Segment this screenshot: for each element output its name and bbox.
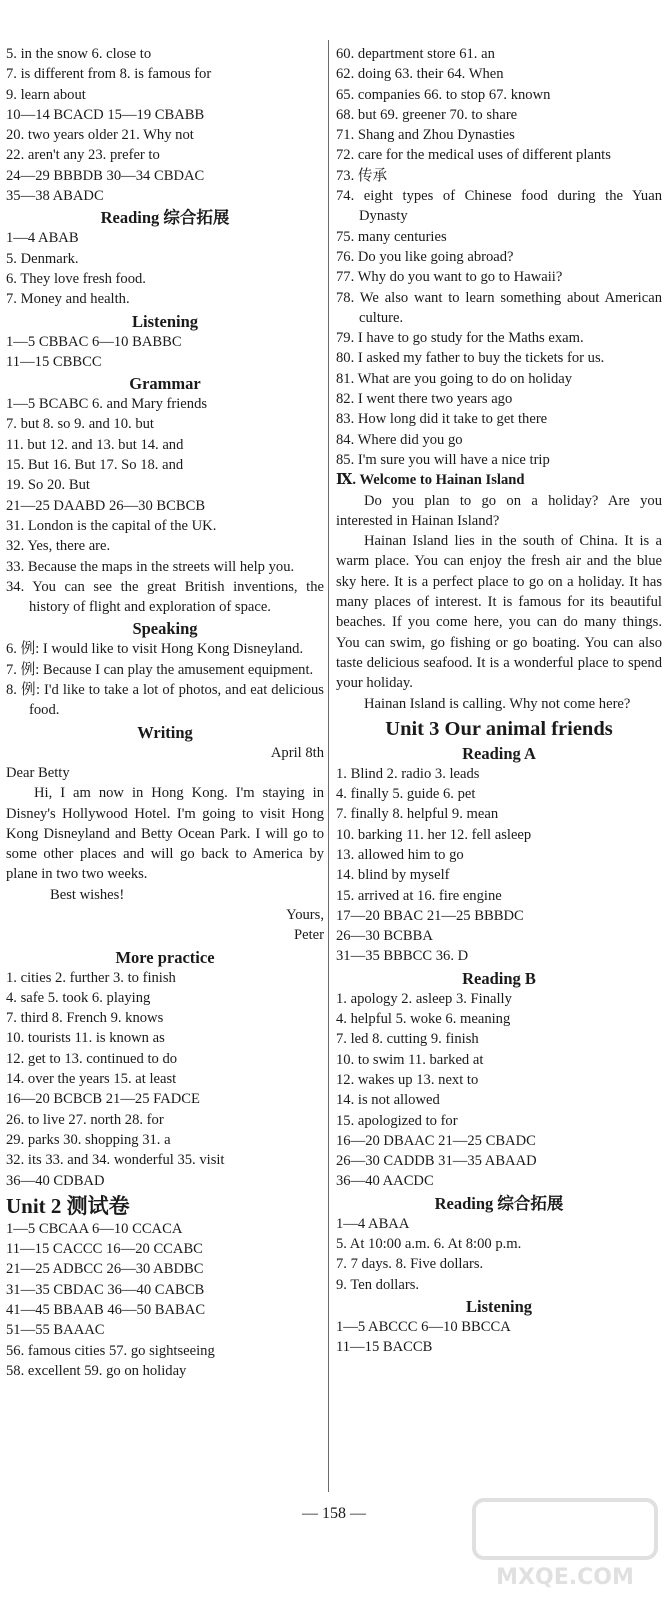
- answer-line: 13. allowed him to go: [336, 846, 464, 863]
- section-heading: Reading B: [462, 968, 536, 988]
- answer-line: 15. apologized to for: [336, 1112, 458, 1129]
- unit-title: Unit 3 Our animal friends: [385, 717, 613, 740]
- answer-line: 35—38 ABADC: [6, 188, 104, 205]
- watermark-text: MXQE.COM: [496, 1565, 634, 1590]
- answer-line: 1—4 ABAA: [336, 1215, 410, 1232]
- answer-line: 7. Money and health.: [6, 291, 130, 308]
- answer-line: 51—55 BAAAC: [6, 1322, 105, 1339]
- page-number: — 158 —: [302, 1505, 366, 1522]
- answer-line: 33. Because the maps in the streets will help you.: [6, 558, 295, 575]
- answer-line: 11. but 12. and 13. but 14. and: [6, 436, 184, 453]
- section-heading: Listening: [131, 311, 199, 331]
- answer-line: Hi, I am now in Hong Kong. I'm staying in Disney's Hollywood Hotel. I'm going to visit Hong Kong Disneyland and Betty Ocean Park. I will go to some other places and will go back to America by plane in two two weeks.: [6, 785, 324, 883]
- answer-line: 4. helpful 5. woke 6. meaning: [336, 1011, 511, 1028]
- answer-line: 26—30 BCBBA: [336, 928, 433, 945]
- answer-line: 31—35 BBBCC 36. D: [336, 948, 469, 965]
- answer-line: 26—30 CADDB 31—35 ABAAD: [336, 1153, 537, 1170]
- section-heading: Reading 综合拓展: [100, 208, 230, 228]
- answer-line: 10. barking 11. her 12. fell asleep: [336, 826, 532, 843]
- answer-line: 12. get to 13. continued to do: [6, 1050, 178, 1067]
- right-column: [336, 44, 662, 1358]
- answer-line: 80. I asked my father to buy the tickets for us.: [336, 350, 605, 367]
- answer-line: 31—35 CBDAC 36—40 CABCB: [6, 1281, 205, 1298]
- answer-line: Best wishes!: [50, 886, 125, 903]
- answer-line: 68. but 69. greener 70. to share: [336, 106, 518, 123]
- answer-line: 1. cities 2. further 3. to finish: [6, 969, 176, 986]
- section-heading: Writing: [137, 722, 193, 742]
- answer-line: 26. to live 27. north 28. for: [6, 1111, 164, 1128]
- answer-line: 24—29 BBBDB 30—34 CBDAC: [6, 167, 205, 184]
- answer-line: 5. Denmark.: [6, 250, 79, 267]
- answer-line: 1—5 ABCCC 6—10 BBCCA: [336, 1318, 511, 1335]
- answer-line: 36—40 AACDC: [336, 1173, 434, 1190]
- answer-line: 1—5 CBBAC 6—10 BABBC: [6, 333, 182, 350]
- answer-line: 31. London is the capital of the UK.: [6, 517, 217, 534]
- answer-line: 14. is not allowed: [336, 1092, 440, 1109]
- answer-line: Ⅸ. Welcome to Hainan Island: [336, 472, 525, 489]
- section-heading: Reading 综合拓展: [434, 1193, 564, 1213]
- answer-line: 7. but 8. so 9. and 10. but: [6, 416, 154, 433]
- answer-line: 82. I went there two years ago: [336, 391, 513, 408]
- answer-line: 14. over the years 15. at least: [6, 1071, 177, 1088]
- answer-line: 32. its 33. and 34. wonderful 35. visit: [6, 1152, 225, 1169]
- answer-line: 4. safe 5. took 6. playing: [6, 989, 151, 1006]
- answer-line: 34. You can see the great British inventions, the history of flight and exploration of space.: [6, 578, 324, 616]
- answer-line: 20. two years older 21. Why not: [6, 127, 194, 144]
- section-heading: Listening: [465, 1296, 533, 1316]
- answer-line: 9. learn about: [6, 86, 86, 103]
- section-heading: Speaking: [132, 619, 198, 639]
- answer-line: April 8th: [270, 744, 324, 761]
- answer-line: 12. wakes up 13. next to: [336, 1071, 479, 1088]
- answer-line: 76. Do you like going abroad?: [336, 248, 514, 265]
- column-divider: [328, 40, 329, 1492]
- answer-line: 11—15 CBBCC: [6, 353, 102, 370]
- answer-line: 8. 例: I'd like to take a lot of photos, and eat delicious food.: [6, 682, 324, 719]
- section-heading: Reading A: [462, 743, 536, 763]
- answer-line: 11—15 BACCB: [336, 1339, 433, 1356]
- answer-line: 10. tourists 11. is known as: [6, 1030, 165, 1047]
- answer-line: 1. apology 2. asleep 3. Finally: [336, 990, 512, 1007]
- answer-line: 1—5 CBCAA 6—10 CCACA: [6, 1220, 183, 1237]
- answer-line: 15. But 16. But 17. So 18. and: [6, 457, 184, 474]
- section-heading: Grammar: [129, 374, 201, 394]
- answer-line: 65. companies 66. to stop 67. known: [336, 86, 551, 103]
- answer-line: 7. led 8. cutting 9. finish: [336, 1031, 479, 1048]
- answer-line: 7. third 8. French 9. knows: [6, 1010, 164, 1027]
- answer-line: 7. 7 days. 8. Five dollars.: [336, 1256, 484, 1273]
- answer-line: 79. I have to go study for the Maths exam.: [336, 330, 584, 347]
- answer-line: 77. Why do you want to go to Hawaii?: [336, 269, 563, 286]
- answer-line: Peter: [294, 927, 324, 944]
- answer-line: 5. At 10:00 a.m. 6. At 8:00 p.m.: [336, 1236, 522, 1253]
- unit-title: Unit 2 测试卷: [6, 1193, 130, 1218]
- answer-line: 32. Yes, there are.: [6, 538, 111, 555]
- answer-line: 1—5 BCABC 6. and Mary friends: [6, 396, 208, 413]
- answer-line: 6. They love fresh food.: [6, 270, 146, 287]
- answer-line: 16—20 BCBCB 21—25 FADCE: [6, 1091, 200, 1108]
- answer-line: Do you plan to go on a holiday? Are you interested in Hainan Island?: [336, 492, 662, 529]
- answer-line: 5. in the snow 6. close to: [6, 46, 152, 62]
- answer-line: 74. eight types of Chinese food during the Yuan Dynasty: [336, 188, 662, 225]
- answer-line: 7. is different from 8. is famous for: [6, 66, 212, 83]
- answer-line: 1—4 ABAB: [6, 230, 79, 247]
- answer-line: 41—45 BBAAB 46—50 BABAC: [6, 1302, 206, 1319]
- answer-line: 58. excellent 59. go on holiday: [6, 1362, 187, 1379]
- answer-line: 62. doing 63. their 64. When: [336, 66, 504, 83]
- answer-line: 1. Blind 2. radio 3. leads: [336, 765, 480, 782]
- answer-line: 36—40 CDBAD: [6, 1172, 105, 1189]
- section-heading: More practice: [115, 947, 215, 967]
- answer-line: 10—14 BCACD 15—19 CBABB: [6, 106, 205, 123]
- answer-line: 21—25 ADBCC 26—30 ABDBC: [6, 1261, 204, 1278]
- answer-line: 72. care for the medical uses of different plants: [336, 147, 611, 164]
- answer-line: 10. to swim 11. barked at: [336, 1051, 484, 1068]
- answer-line: 15. arrived at 16. fire engine: [336, 887, 502, 904]
- answer-line: 11—15 CACCC 16—20 CCABC: [6, 1241, 203, 1258]
- left-column: [6, 44, 324, 1381]
- answer-line: 81. What are you going to do on holiday: [336, 370, 573, 387]
- answer-line: 16—20 DBAAC 21—25 CBADC: [336, 1132, 536, 1149]
- answer-line: 6. 例: I would like to visit Hong Kong Disneyland.: [6, 641, 304, 658]
- answer-line: Yours,: [286, 906, 324, 923]
- answer-line: 7. 例: Because I can play the amusement equipment.: [6, 661, 314, 678]
- answer-line: 21—25 DAABD 26—30 BCBCB: [6, 497, 206, 514]
- answer-line: 78. We also want to learn something about American culture.: [336, 289, 662, 326]
- answer-line: 17—20 BBAC 21—25 BBBDC: [336, 907, 524, 924]
- answer-line: 19. So 20. But: [6, 477, 90, 494]
- answer-line: 75. many centuries: [336, 228, 447, 245]
- answer-line: 22. aren't any 23. prefer to: [6, 147, 160, 164]
- answer-line: 9. Ten dollars.: [336, 1276, 420, 1293]
- answer-line: Dear Betty: [6, 764, 70, 781]
- watermark-logo: [470, 1496, 660, 1592]
- answer-line: Hainan Island is calling. Why not come here?: [364, 695, 631, 712]
- answer-line: 4. finally 5. guide 6. pet: [336, 786, 476, 803]
- answer-line: 56. famous cities 57. go sightseeing: [6, 1342, 215, 1359]
- answer-line: 7. finally 8. helpful 9. mean: [336, 806, 499, 823]
- answer-line: 73. 传承: [336, 167, 388, 184]
- answer-line: 29. parks 30. shopping 31. a: [6, 1131, 171, 1148]
- answer-line: 60. department store 61. an: [336, 46, 495, 62]
- answer-line: Hainan Island lies in the south of China. It is a warm place. You can enjoy the fresh air and the blue sky here. It is a perfect place to go on a holiday. It has many places of interest. It is famous for its beautiful beaches. If you come here, you can do many things. You can swim, go fishing or go boating. You can also taste delicious seafood. It is a wonderful place to spend your holiday.: [336, 533, 662, 692]
- answer-line: 83. How long did it take to get there: [336, 411, 548, 428]
- answer-line: 85. I'm sure you will have a nice trip: [336, 451, 550, 468]
- answer-line: 71. Shang and Zhou Dynasties: [336, 127, 515, 144]
- answer-line: 84. Where did you go: [336, 431, 463, 448]
- answer-line: 14. blind by myself: [336, 867, 450, 884]
